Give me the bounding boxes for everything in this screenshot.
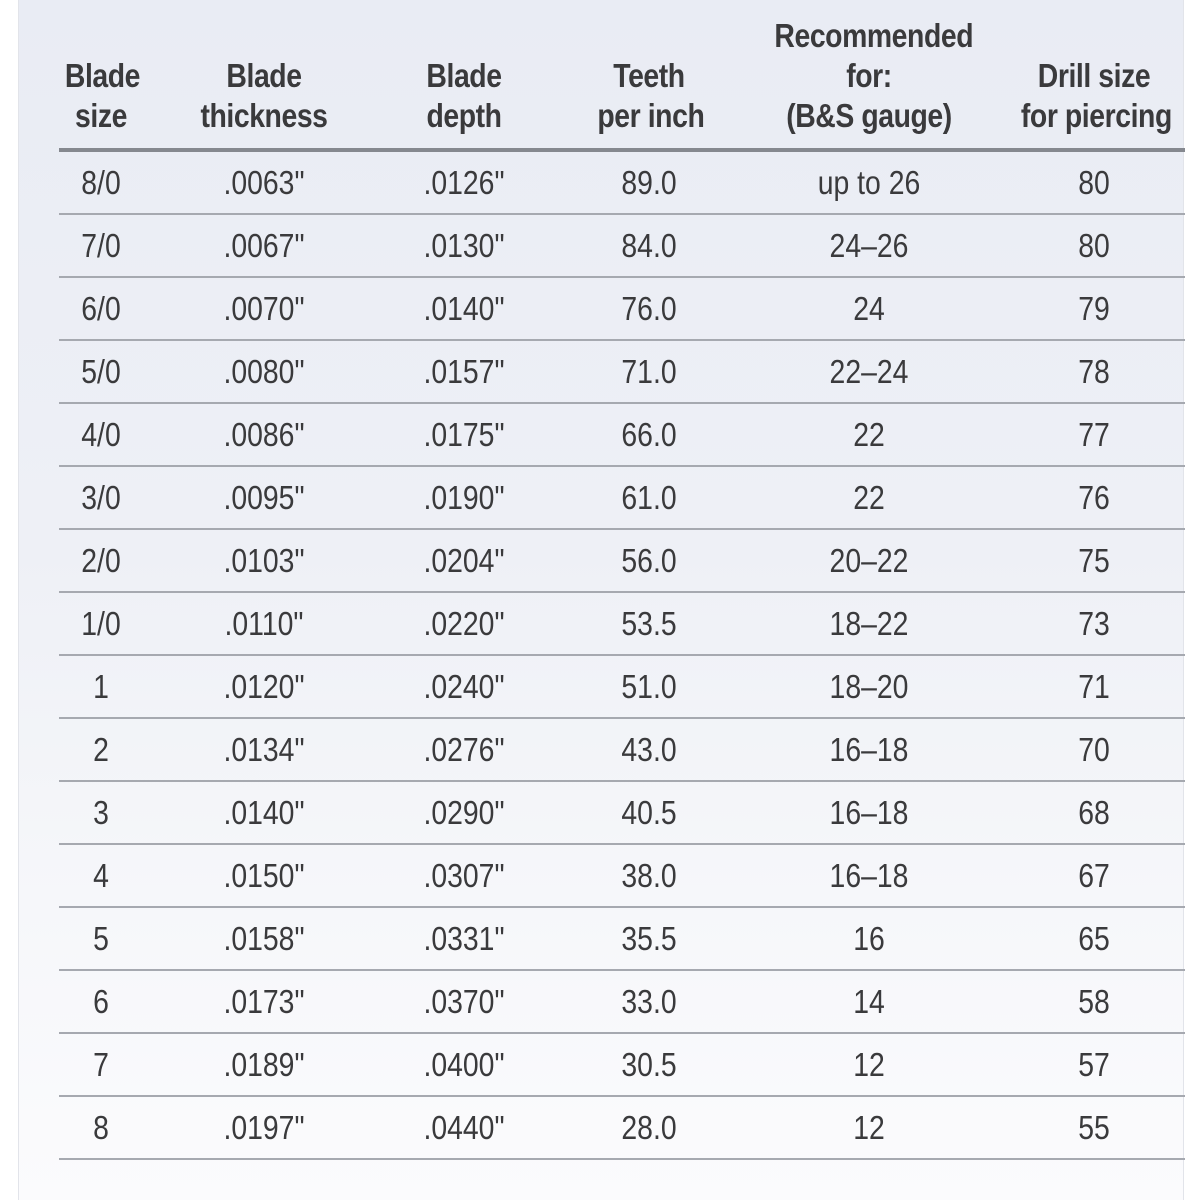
cell-recommended-gauge: 20–22 [829, 542, 909, 579]
cell-blade-thickness: .0103" [223, 542, 305, 579]
cell-teeth-per-inch: 35.5 [621, 920, 677, 957]
cell-blade-depth: .0140" [423, 290, 505, 327]
cell-blade-depth: .0126" [423, 164, 505, 201]
cell-blade-thickness: .0140" [223, 794, 305, 831]
cell-drill-size: 58 [1078, 983, 1110, 1020]
saw-blade-size-chart [59, 18, 1185, 1160]
cell-blade-thickness: .0189" [223, 1046, 305, 1083]
cell-blade-size: 1/0 [81, 605, 121, 642]
cell-blade-thickness: .0070" [223, 290, 305, 327]
header-teeth-per-inch [597, 56, 705, 136]
cell-drill-size: 77 [1078, 416, 1110, 453]
cell-blade-thickness: .0158" [223, 920, 305, 957]
cell-blade-thickness: .0080" [223, 353, 305, 390]
header-line: Blade [64, 57, 141, 94]
cell-blade-size: 6 [93, 983, 109, 1020]
table-header [59, 18, 1185, 152]
cell-blade-thickness: .0120" [223, 668, 305, 705]
header-line: Drill size [1037, 57, 1151, 94]
cell-teeth-per-inch: 33.0 [621, 983, 677, 1020]
cell-teeth-per-inch: 38.0 [621, 857, 677, 894]
cell-recommended-gauge: 22 [853, 479, 885, 516]
cell-teeth-per-inch: 61.0 [621, 479, 677, 516]
cell-blade-thickness: .0173" [223, 983, 305, 1020]
cell-blade-depth: .0370" [423, 983, 505, 1020]
cell-blade-size: 8/0 [81, 164, 121, 201]
table-row [59, 593, 1185, 656]
cell-recommended-gauge: 22 [853, 416, 885, 453]
cell-blade-thickness: .0063" [223, 164, 305, 201]
cell-teeth-per-inch: 40.5 [621, 794, 677, 831]
header-blade-depth [400, 56, 529, 136]
cell-blade-size: 4 [93, 857, 109, 894]
cell-recommended-gauge: 16 [853, 920, 885, 957]
cell-blade-depth: .0400" [423, 1046, 505, 1083]
cell-recommended-gauge: 12 [853, 1046, 885, 1083]
header-blade-size [64, 56, 141, 136]
cell-teeth-per-inch: 66.0 [621, 416, 677, 453]
table-row [59, 341, 1185, 404]
cell-blade-size: 5/0 [81, 353, 121, 390]
cell-teeth-per-inch: 71.0 [621, 353, 677, 390]
cell-blade-size: 7/0 [81, 227, 121, 264]
cell-recommended-gauge: 16–18 [829, 794, 909, 831]
table-row [59, 845, 1185, 908]
cell-drill-size: 73 [1078, 605, 1110, 642]
cell-blade-size: 6/0 [81, 290, 121, 327]
cell-teeth-per-inch: 89.0 [621, 164, 677, 201]
cell-teeth-per-inch: 76.0 [621, 290, 677, 327]
cell-blade-depth: .0220" [423, 605, 505, 642]
table-row [59, 1097, 1185, 1160]
table-row [59, 719, 1185, 782]
cell-teeth-per-inch: 30.5 [621, 1046, 677, 1083]
cell-blade-depth: .0331" [423, 920, 505, 957]
cell-blade-size: 8 [93, 1109, 109, 1146]
table-row [59, 908, 1185, 971]
table-row [59, 656, 1185, 719]
cell-blade-size: 7 [93, 1046, 109, 1083]
cell-drill-size: 65 [1078, 920, 1110, 957]
header-line: (B&S gauge) [786, 97, 952, 134]
cell-blade-depth: .0190" [423, 479, 505, 516]
cell-blade-depth: .0157" [423, 353, 505, 390]
header-blade-thickness [200, 56, 329, 136]
cell-recommended-gauge: 14 [853, 983, 885, 1020]
cell-recommended-gauge: 24 [853, 290, 885, 327]
cell-drill-size: 70 [1078, 731, 1110, 768]
cell-blade-thickness: .0197" [223, 1109, 305, 1146]
cell-teeth-per-inch: 43.0 [621, 731, 677, 768]
cell-drill-size: 80 [1078, 164, 1110, 201]
header-recommended-gauge [774, 16, 974, 136]
cell-teeth-per-inch: 51.0 [621, 668, 677, 705]
table-row [59, 404, 1185, 467]
table-row [59, 530, 1185, 593]
cell-blade-thickness: .0067" [223, 227, 305, 264]
cell-drill-size: 67 [1078, 857, 1110, 894]
cell-blade-size: 3 [93, 794, 109, 831]
cell-drill-size: 80 [1078, 227, 1110, 264]
cell-drill-size: 55 [1078, 1109, 1110, 1146]
cell-blade-depth: .0276" [423, 731, 505, 768]
cell-blade-thickness: .0095" [223, 479, 305, 516]
cell-blade-size: 2/0 [81, 542, 121, 579]
table-row [59, 782, 1185, 845]
cell-recommended-gauge: 18–20 [829, 668, 909, 705]
cell-blade-depth: .0175" [423, 416, 505, 453]
table-row [59, 278, 1185, 341]
cell-drill-size: 76 [1078, 479, 1110, 516]
table-panel [18, 0, 1184, 1200]
cell-recommended-gauge: 16–18 [829, 857, 909, 894]
cell-blade-size: 2 [93, 731, 109, 768]
header-line: Blade [426, 57, 502, 94]
table-row [59, 1034, 1185, 1097]
cell-recommended-gauge: up to 26 [817, 164, 921, 201]
header-line: Blade [226, 57, 302, 94]
cell-recommended-gauge: 22–24 [829, 353, 909, 390]
header-line: depth [426, 97, 502, 134]
cell-blade-depth: .0130" [423, 227, 505, 264]
table-row [59, 152, 1185, 215]
cell-blade-depth: .0440" [423, 1109, 505, 1146]
header-line: for: [846, 57, 892, 94]
cell-teeth-per-inch: 28.0 [621, 1109, 677, 1146]
cell-blade-thickness: .0134" [223, 731, 305, 768]
cell-blade-size: 4/0 [81, 416, 121, 453]
header-line: for piercing [1020, 97, 1172, 134]
cell-recommended-gauge: 16–18 [829, 731, 909, 768]
table-row [59, 971, 1185, 1034]
cell-blade-depth: .0290" [423, 794, 505, 831]
table-row [59, 215, 1185, 278]
header-line: per inch [597, 97, 705, 134]
cell-blade-depth: .0240" [423, 668, 505, 705]
cell-drill-size: 79 [1078, 290, 1110, 327]
header-line: Teeth [613, 57, 685, 94]
cell-blade-depth: .0307" [423, 857, 505, 894]
cell-blade-thickness: .0150" [223, 857, 305, 894]
cell-recommended-gauge: 12 [853, 1109, 885, 1146]
cell-drill-size: 68 [1078, 794, 1110, 831]
cell-blade-thickness: .0086" [223, 416, 305, 453]
header-line: Recommended [774, 17, 974, 54]
cell-teeth-per-inch: 53.5 [621, 605, 677, 642]
header-line: size [75, 97, 127, 134]
cell-blade-size: 1 [93, 668, 109, 705]
table-row [59, 467, 1185, 530]
header-line: thickness [200, 97, 328, 134]
cell-drill-size: 71 [1078, 668, 1110, 705]
cell-blade-thickness: .0110" [224, 605, 304, 642]
cell-recommended-gauge: 18–22 [829, 605, 909, 642]
table-body [59, 152, 1185, 1160]
cell-teeth-per-inch: 84.0 [621, 227, 677, 264]
cell-teeth-per-inch: 56.0 [621, 542, 677, 579]
cell-blade-size: 5 [93, 920, 109, 957]
cell-drill-size: 57 [1078, 1046, 1110, 1083]
header-drill-size [1020, 56, 1172, 136]
cell-recommended-gauge: 24–26 [829, 227, 909, 264]
cell-blade-depth: .0204" [423, 542, 505, 579]
cell-drill-size: 78 [1078, 353, 1110, 390]
cell-blade-size: 3/0 [81, 479, 121, 516]
cell-drill-size: 75 [1078, 542, 1110, 579]
